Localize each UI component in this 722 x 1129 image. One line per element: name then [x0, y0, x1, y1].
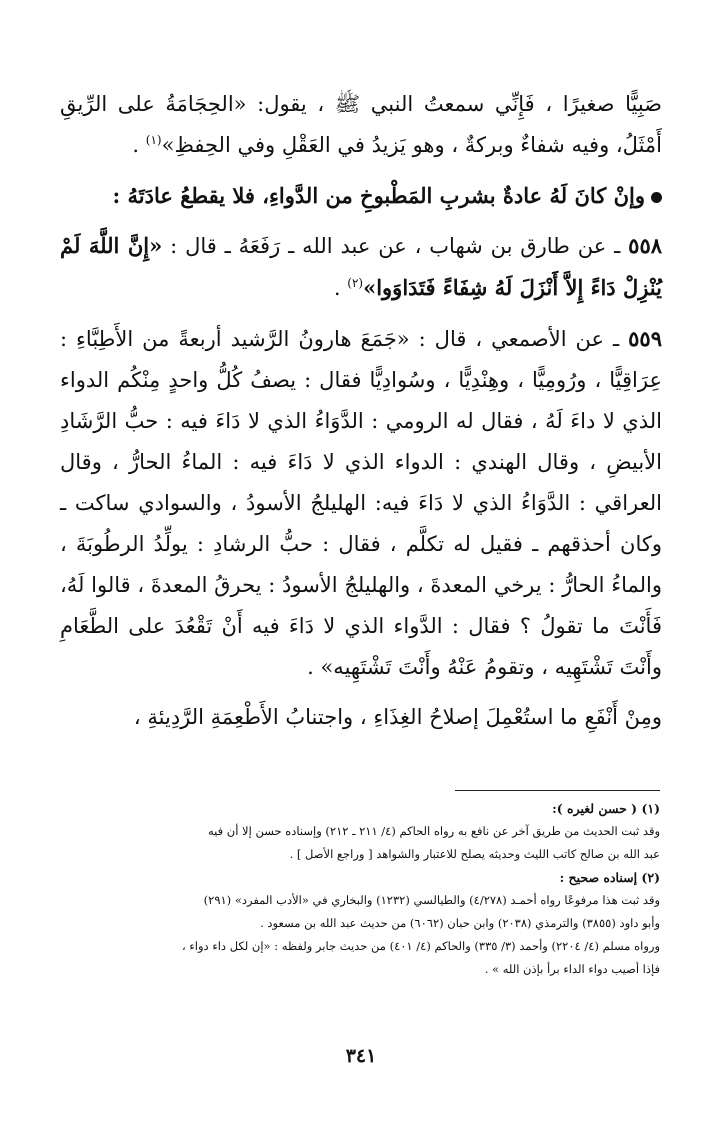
footnote-divider [455, 790, 660, 791]
page-number: ٣٤١ [345, 1045, 377, 1067]
footnote-1-line: وقد ثبت الحديث من طريق آخر عن نافع به رواه الحاكم (٤/ ٢١١ ـ ٢١٢) وإسناده حسن إلا أن فيه [207, 824, 660, 838]
hadith-558-tail: . [333, 276, 348, 300]
footnote-ref-2[interactable]: (٢) [347, 276, 364, 290]
footnote-2-line: وأبو داود (٣٨٥٥) والترمذي (٢٠٣٨) وابن حبان (٦٠٦٢) من حديث عبد الله بن مسعود . [260, 916, 660, 930]
footnote-1-heading: (١) ( حسن لغيره ): [552, 801, 660, 816]
intro-paragraph [60, 84, 662, 166]
intro-tail: . [132, 133, 146, 157]
main-text [60, 84, 662, 738]
hadith-number-559: ٥٥٩ [628, 326, 662, 351]
footnote-2-line: وقد ثبت هذا مرفوعًا رواه أحمـد (٤/٢٧٨) والطيالسي (١٢٣٢) والبخاري في «الأدب المفرد» (٢٩١) [203, 893, 660, 907]
hadith-558-quote: «إِنَّ اللَّهَ لَمْ يُنْزِلْ دَاءً إِلاَّ أَنْزَلَ لَهُ شِفَاءً فَتَدَاوَوا» [60, 233, 662, 300]
footnote-1-line: عبد الله بن صالح كاتب الليث وحديثه يصلح للاعتبار والشواهد [ وراجع الأصل ] . [289, 847, 660, 861]
bullet-icon [651, 192, 662, 203]
footnote-2 [60, 866, 660, 981]
hadith-559-text: ـ عن الأصمعي ، قال : «جَمَعَ هارونُ الرَّشيد أربعةً من الأَطِبَّاءِ : عِرَاقِيًّا ، ورُومِيًّا ، وهِنْدِيًّا ، وسُوادِيًّا فقال : يصفُ كُلُّ واحدٍ مِنْكُم الدواء الذي لا داءَ لَهُ ، فقال له الرومي : الدَّوَاءُ الذي لا دَاءَ فيه : حبُّ الرَّشَادِ الأبيضِ ، وقال الهندي : الدواء الذي لا دَاءَ فيه : الماءُ الحارُّ ، وقال العراقي : الدَّوَاءُ الذي لا دَاءَ فيه: الهليلجُ الأسودُ ، والسوادي ساكت ـ وكان أحذقهم ـ فقيل له تكلَّم ، فقال : حبُّ الرشادِ : يولِّدُ الرطُوبَةَ ، والماءُ الحارُّ : يرخي المعدةَ ، والهليلجُ الأسودُ : يحرقُ المعدةَ ، قالوا لَهُ، فَأَنْتَ ما تقولُ ؟ فقال : الدَّواء الذي لا دَاءَ فيه أَنْ تَقْعُدَ على الطَّعَامِ وأَنْتَ تَشْتَهِيه ، وتقومُ عَنْهُ وأَنْتَ تَشْتَهِيه» . [60, 327, 662, 679]
hadith-558 [60, 225, 662, 309]
intro-text: صَبِيًّا صغيرًا ، فَإِنِّي سمعتُ النبي ﷺ ، يقول: «الحِجَامَةُ على الرِّيقِ أَمْثَلُ، وفيه شفاءٌ وبركةٌ ، وهو يَزيدُ في العَقْلِ وفي الحِفظِ» [60, 92, 662, 157]
hadith-559 [60, 318, 662, 688]
section-heading-text: وإنْ كانَ لَهُ عادةٌ بشربِ المَطْبوخِ من الدَّواءِ، فلا يقطعُ عادَتَهُ : [112, 183, 645, 208]
section-heading [60, 175, 662, 216]
hadith-558-chain: ـ عن طارق بن شهاب ، عن عبد الله ـ رَفَعَهُ ـ قال : [162, 234, 629, 258]
hadith-number-558: ٥٥٨ [628, 233, 663, 258]
footnotes [60, 797, 660, 981]
footnote-2-line: فإذا أصيب دواء الداء برأ بإذن الله » . [484, 962, 660, 976]
closing-paragraph: ومِنْ أَنْفَعِ ما استُعْمِلَ إصلاحُ الغِذَاءِ ، واجتنابُ الأَطْعِمَةِ الرَّدِيئةِ ، [133, 705, 662, 729]
footnote-2-heading: (٢) إسناده صحيح : [559, 870, 660, 885]
footnote-ref-1[interactable]: (١) [145, 133, 162, 147]
footnote-1 [60, 797, 660, 866]
footnote-2-line: ورواه مسلم (٤/ ٢٢٠٤) وأحمد (٣/ ٣٣٥) والحاكم (٤/ ٤٠١) من حديث جابر ولفظه : «إن لكل داء دواء ، [182, 939, 660, 953]
